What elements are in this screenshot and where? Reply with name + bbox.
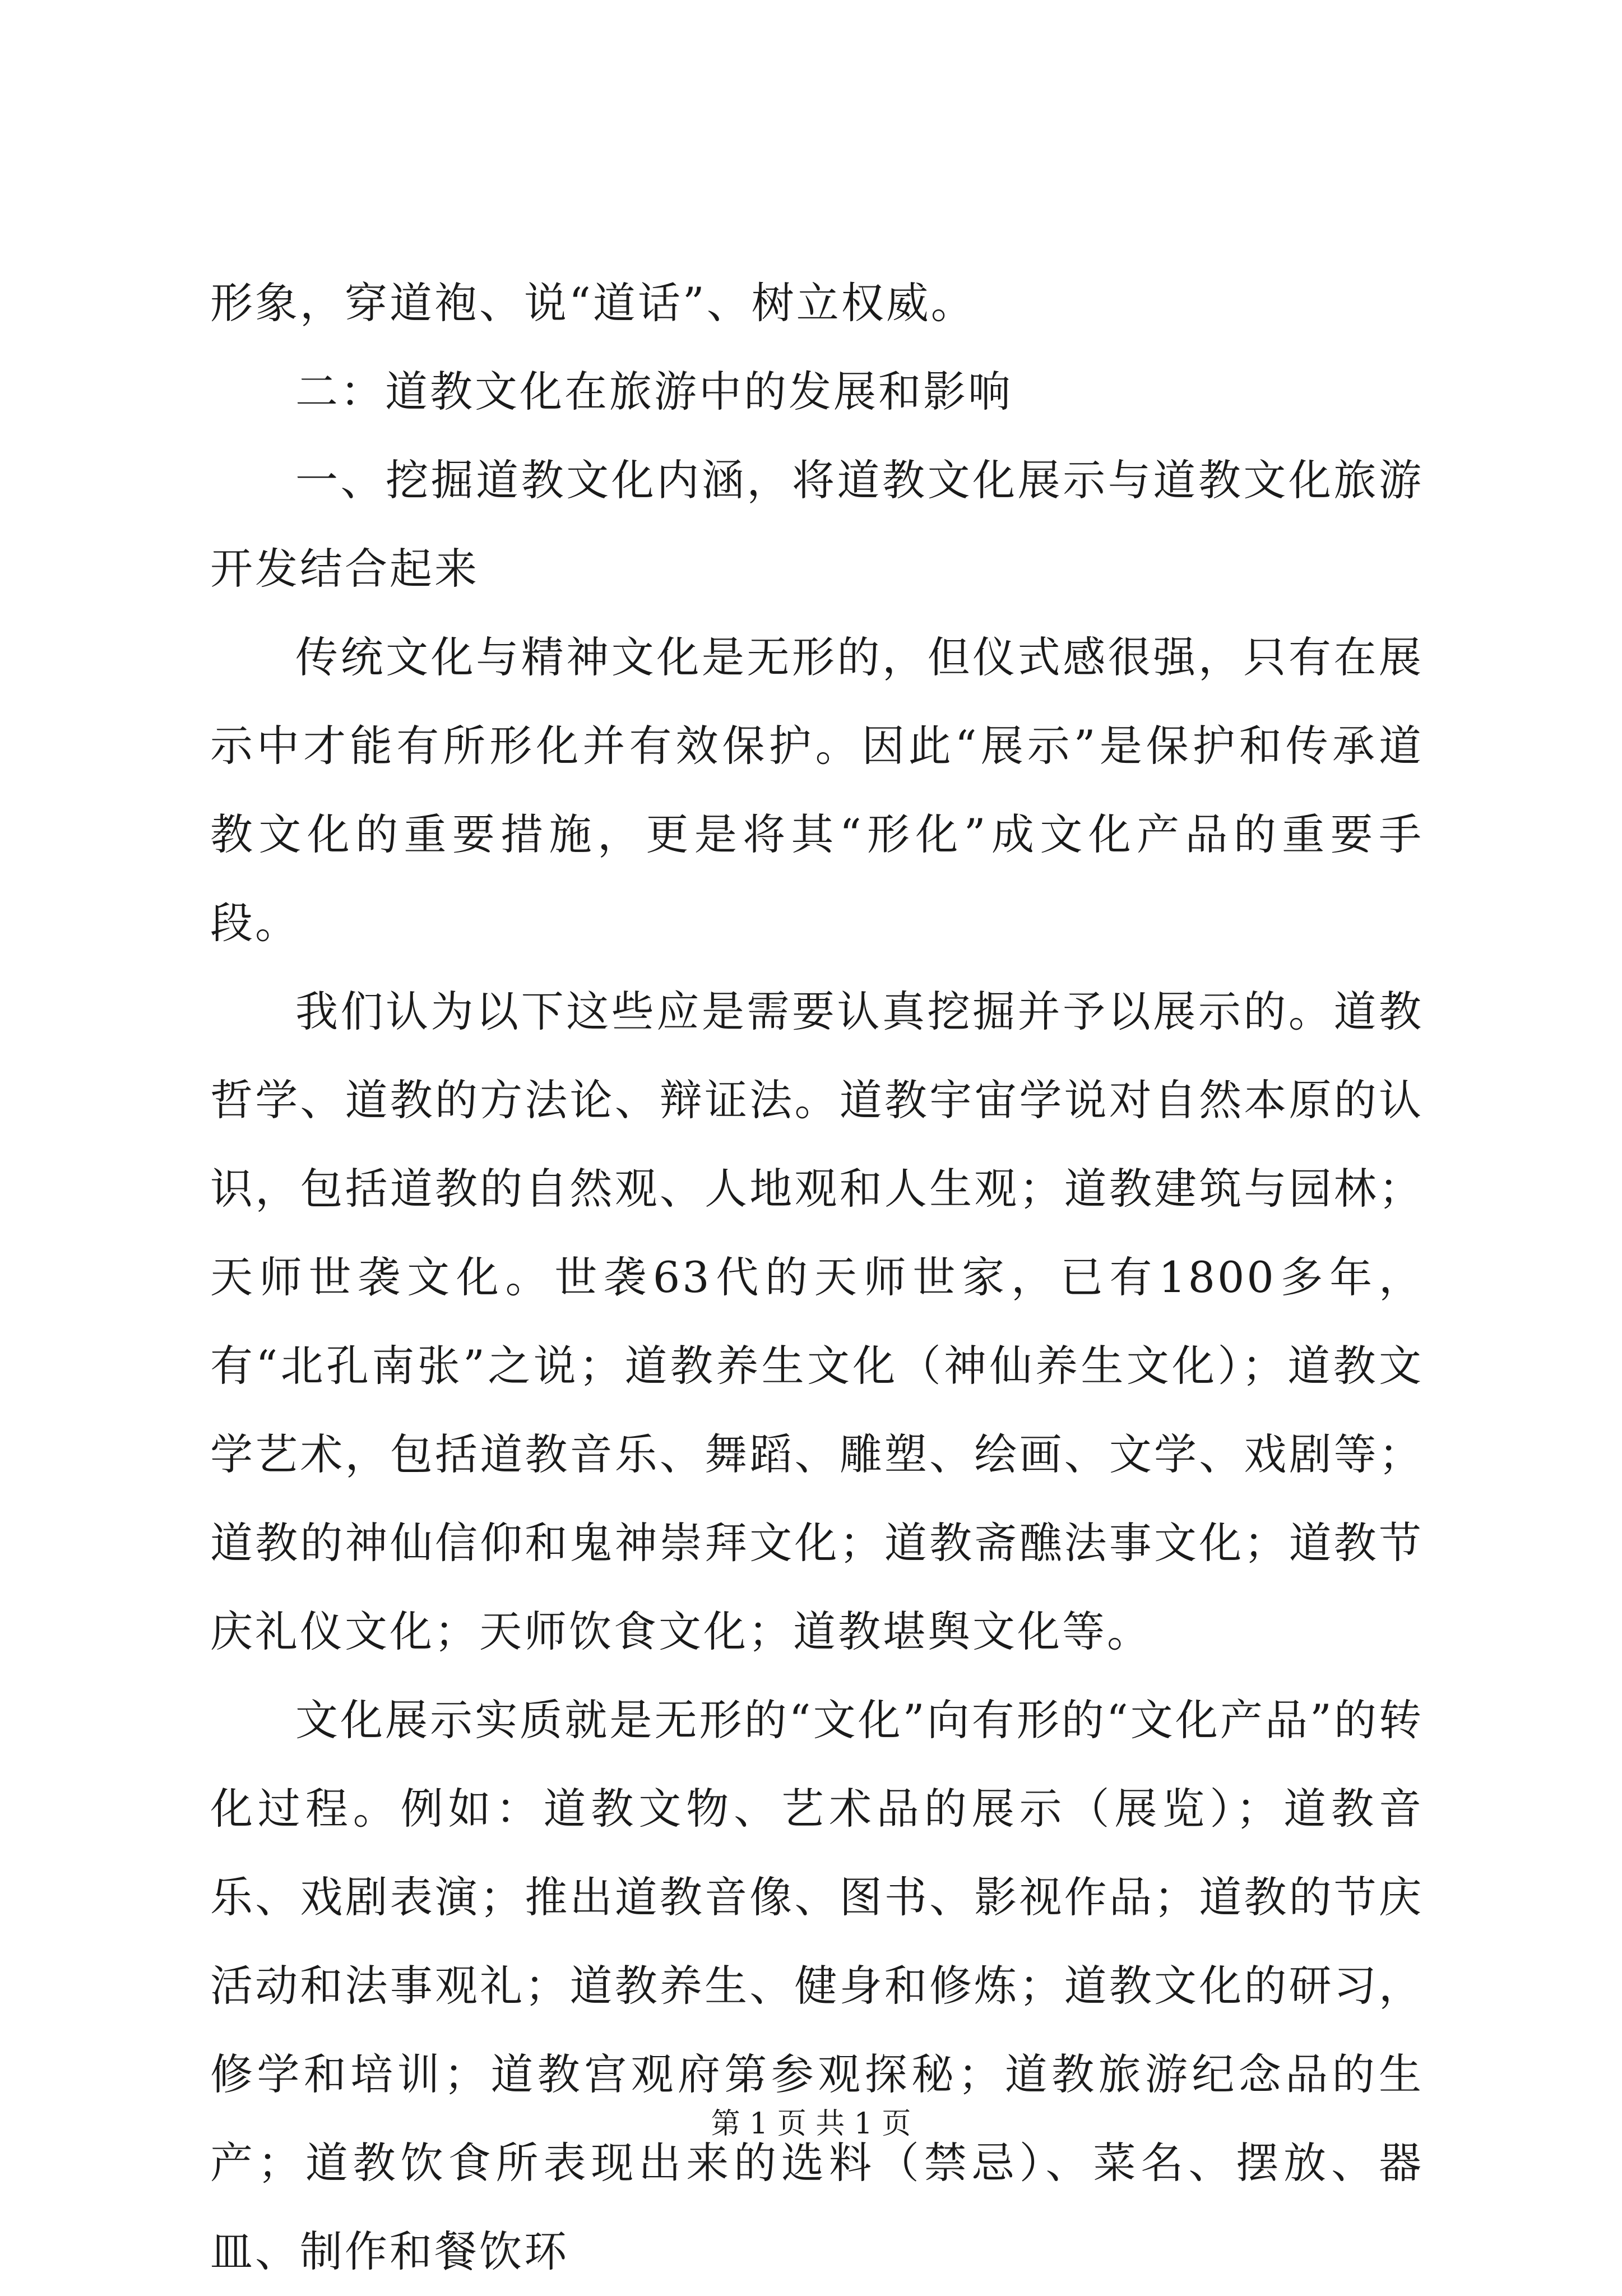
paragraph-continuation: 形象，穿道袍、说“道话”、树立权威。 — [210, 278, 976, 328]
subsection-heading-1: 一、挖掘道教文化内涵，将道教文化展示与道教文化旅游开发结合起来 — [210, 455, 1424, 594]
document-body — [210, 259, 1424, 2296]
paragraph-content-list: 我们认为以下这些应是需要认真挖掘并予以展示的。道教哲学、道教的方法论、辩证法。道教宇宙学说对自然本原的认识，包括道教的自然观、人地观和人生观；道教建筑与园林；天师世袭文化。世袭63代的天师世家，已有1800多年，有“北孔南张”之说；道教养生文化（神仙养生文化）；道教文学艺术，包括道教音乐、舞蹈、雕塑、绘画、文学、戏剧等；道教的神仙信仰和鬼神崇拜文化；道教斋醮法事文化；道教节庆礼仪文化；天师饮食文化；道教堪舆文化等。 — [210, 987, 1424, 1656]
section-heading-2: 二：道教文化在旅游中的发展和影响 — [295, 367, 1013, 416]
page-footer: 第 1 页 共 1 页 — [711, 2107, 911, 2141]
paragraph-display-importance: 传统文化与精神文化是无形的，但仪式感很强，只有在展示中才能有所形化并有效保护。因此“展示”是保护和传承道教文化的重要措施，更是将其“形化”成文化产品的重要手段。 — [210, 632, 1424, 948]
paragraph-display-examples: 文化展示实质就是无形的“文化”向有形的“文化产品”的转化过程。例如：道教文物、艺术品的展示（展览）；道教音乐、戏剧表演；推出道教音像、图书、影视作品；道教的节庆活动和法事观礼；道教养生、健身和修炼；道教文化的研习，修学和培训；道教宫观府第参观探秘；道教旅游纪念品的生产；道教饮食所表现出来的选料（禁忌）、菜名、摆放、器皿、制作和餐饮环 — [210, 1695, 1424, 2276]
